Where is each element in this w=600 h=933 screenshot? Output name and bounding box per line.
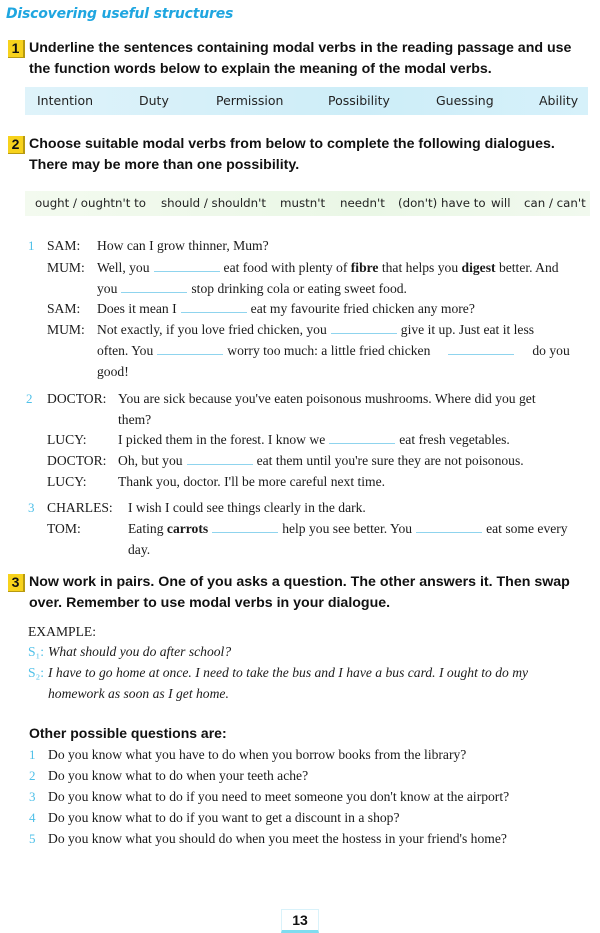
dialogue-line — [47, 320, 534, 340]
function-word: Possibility — [328, 93, 390, 108]
task-number-badge: 2 — [8, 136, 25, 154]
answer-blank[interactable] — [187, 453, 253, 465]
question-item: Do you know what you should do when you meet the hostess in your friend's home? — [48, 831, 507, 846]
bold-word: digest — [461, 260, 496, 275]
question-index: 5 — [29, 831, 36, 846]
modal-option: should / shouldn't — [161, 196, 266, 210]
line-text: them? — [118, 412, 152, 427]
line-text: often. You — [97, 343, 154, 358]
dialogue-index: 1 — [28, 238, 35, 253]
speaker: DOCTOR: — [47, 391, 107, 406]
line-text: that helps you — [381, 260, 459, 275]
speaker: LUCY: — [47, 474, 87, 489]
line-text: worry too much: a little fried chicken — [227, 343, 431, 358]
dialogue-index: 2 — [26, 391, 33, 406]
dialogue-line — [47, 498, 366, 518]
line-text: day. — [128, 542, 151, 557]
example-line — [48, 684, 229, 704]
example-line — [28, 642, 231, 662]
line-text: I picked them in the forest. I know we — [118, 432, 326, 447]
speaker: CHARLES: — [47, 500, 113, 515]
task-number-badge: 1 — [8, 40, 25, 58]
example-label: EXAMPLE: — [28, 624, 96, 639]
line-text: I have to go home at once. I need to take the bus and I have a bus card. I ought to do my — [48, 665, 529, 680]
function-word: Guessing — [436, 93, 494, 108]
function-words-box — [25, 87, 588, 115]
dialogue-line — [47, 299, 475, 319]
task-3-line-1: Now work in pairs. One of you asks a question. The other answers it. Then swap — [29, 574, 570, 590]
question-index: 1 — [29, 747, 36, 762]
dialogue-line — [97, 362, 129, 382]
section-title: Discovering useful structures — [6, 6, 234, 22]
dialogue-line — [47, 236, 269, 256]
speaker: DOCTOR: — [47, 453, 107, 468]
line-text: What should you do after school? — [48, 644, 232, 659]
modal-option: mustn't — [280, 196, 326, 210]
task-2-line-1: Choose suitable modal verbs from below to complete the following dialogues. — [29, 136, 555, 152]
speaker: MUM: — [47, 260, 85, 275]
line-text: I wish I could see things clearly in the dark. — [128, 500, 366, 515]
task-1-line-2: the function words below to explain the meaning of the modal verbs. — [29, 61, 492, 77]
dialogue-line — [47, 389, 536, 409]
task-number-badge: 3 — [8, 574, 25, 592]
modal-option: needn't — [340, 196, 385, 210]
line-text: Eating — [128, 521, 164, 536]
line-text: homework as soon as I get home. — [48, 686, 229, 701]
line-text: Well, you — [97, 260, 150, 275]
task-3-instruction — [8, 572, 570, 614]
modal-option: ought / oughtn't to — [35, 196, 146, 210]
line-text: How can I grow thinner, Mum? — [97, 238, 269, 253]
modal-option: (don't) have to — [398, 196, 486, 210]
modal-option: will — [491, 196, 511, 210]
dialogue-index: 3 — [28, 500, 35, 515]
line-text: You are sick because you've eaten poisonous mushrooms. Where did you get — [118, 391, 536, 406]
question-item: Do you know what you have to do when you borrow books from the library? — [48, 747, 467, 762]
question-item: Do you know what to do when your teeth ache? — [48, 768, 309, 783]
question-item: Do you know what to do if you need to meet someone you don't know at the airport? — [48, 789, 510, 804]
line-text: Does it mean I — [97, 301, 177, 316]
task-1-instruction — [8, 38, 571, 80]
answer-blank[interactable] — [212, 521, 278, 533]
question-index: 4 — [29, 810, 36, 825]
line-text: give it up. Just eat it less — [400, 322, 535, 337]
speaker-label: S₁: — [28, 644, 45, 659]
speaker: SAM: — [47, 238, 81, 253]
line-text: help you see better. You — [282, 521, 413, 536]
task-2-line-2: There may be more than one possibility. — [29, 157, 300, 173]
question-item: Do you know what to do if you want to get a discount in a shop? — [48, 810, 400, 825]
dialogue-line — [47, 451, 524, 471]
function-word: Intention — [37, 93, 94, 108]
bold-word: carrots — [166, 521, 209, 536]
speaker: LUCY: — [47, 432, 87, 447]
line-text: good! — [97, 364, 129, 379]
dialogue-line — [47, 472, 385, 492]
answer-blank[interactable] — [154, 260, 220, 272]
dialogue-line — [47, 258, 559, 278]
question-index: 2 — [29, 768, 36, 783]
line-text: eat food with plenty of — [223, 260, 348, 275]
task-1-line-1: Underline the sentences containing modal verbs in the reading passage and use — [29, 40, 572, 56]
answer-blank[interactable] — [448, 343, 514, 355]
speaker: MUM: — [47, 322, 85, 337]
answer-blank[interactable] — [157, 343, 223, 355]
line-text: do you — [532, 343, 570, 358]
line-text: Thank you, doctor. I'll be more careful next time. — [118, 474, 386, 489]
line-text: Not exactly, if you love fried chicken, you — [97, 322, 327, 337]
modal-option: can / can't — [524, 196, 586, 210]
page-number: 13 — [281, 909, 319, 933]
question-index: 3 — [29, 789, 36, 804]
line-text: eat some every — [486, 521, 568, 536]
speaker: SAM: — [47, 301, 81, 316]
dialogue-line — [47, 430, 510, 450]
dialogue-line — [97, 341, 570, 361]
line-text: better. And — [498, 260, 559, 275]
task-3-line-2: over. Remember to use modal verbs in your dialogue. — [29, 595, 391, 611]
answer-blank[interactable] — [121, 281, 187, 293]
example-line — [28, 663, 528, 683]
line-text: stop drinking cola or eating sweet food. — [191, 281, 407, 296]
speaker: TOM: — [47, 521, 81, 536]
task-2-instruction — [8, 134, 555, 176]
line-text: eat them until you're sure they are not poisonous. — [256, 453, 524, 468]
function-word: Duty — [139, 93, 169, 108]
answer-blank[interactable] — [416, 521, 482, 533]
bold-word: fibre — [350, 260, 379, 275]
dialogue-line — [128, 540, 150, 560]
dialogue-line — [118, 410, 151, 430]
speaker-label: S₂: — [28, 665, 45, 680]
function-word: Permission — [216, 93, 284, 108]
line-text: you — [97, 281, 118, 296]
line-text: Oh, but you — [118, 453, 183, 468]
dialogue-line — [97, 279, 407, 299]
line-text: eat my favourite fried chicken any more? — [250, 301, 475, 316]
function-word: Ability — [539, 93, 579, 108]
modal-options-box — [25, 191, 590, 216]
answer-blank[interactable] — [181, 301, 247, 313]
answer-blank[interactable] — [331, 322, 397, 334]
other-questions-heading: Other possible questions are: — [29, 725, 227, 741]
line-text: eat fresh vegetables. — [399, 432, 510, 447]
dialogue-line — [47, 519, 568, 539]
answer-blank[interactable] — [329, 432, 395, 444]
